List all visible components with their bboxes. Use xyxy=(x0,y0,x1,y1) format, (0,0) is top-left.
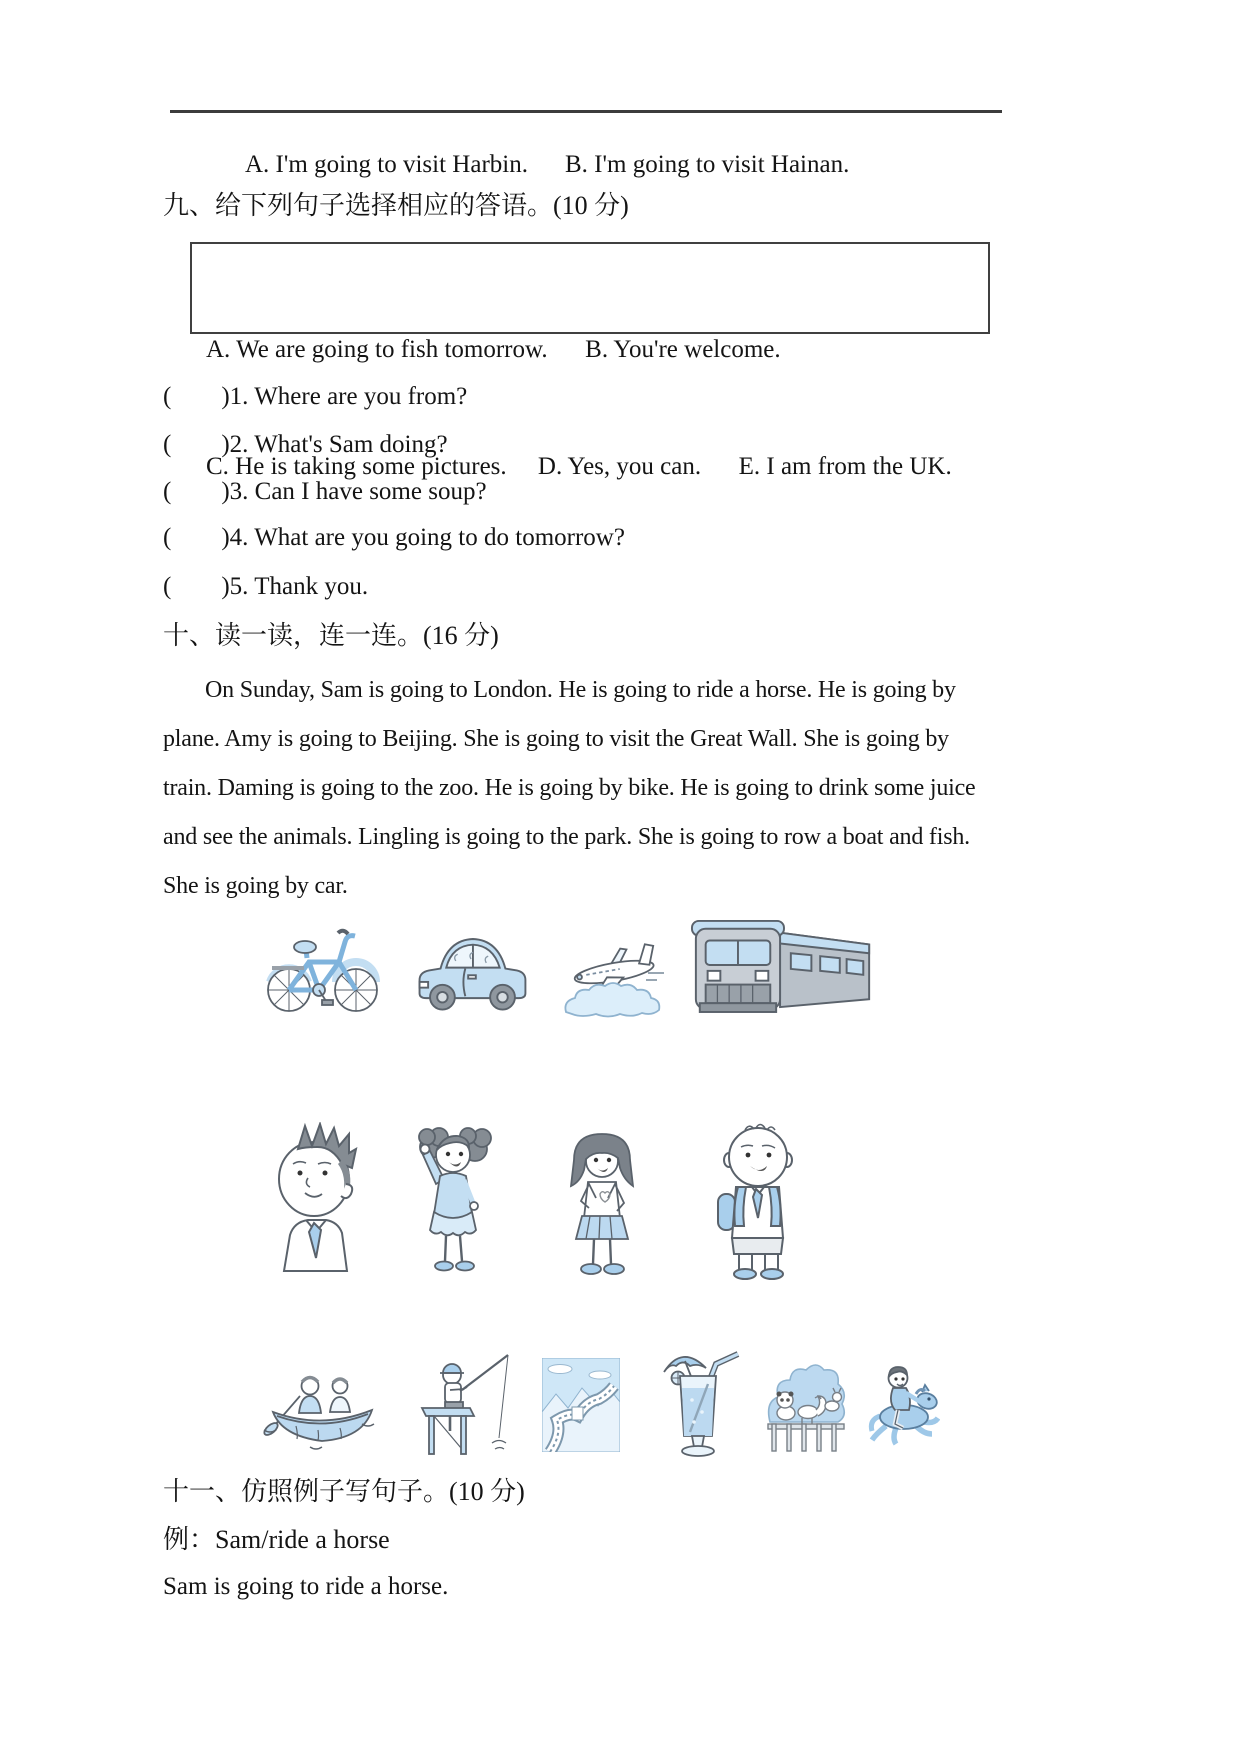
daming-image xyxy=(712,1120,808,1282)
section11-heading: 十一、仿照例子写句子。(10 分) xyxy=(163,1477,525,1506)
section10-heading: 十、读一读，连一连。(16 分) xyxy=(163,621,499,650)
reading-passage xyxy=(163,666,1063,911)
great-wall-image xyxy=(542,1358,620,1452)
section9-heading: 九、给下列句子选择相应的答语。(10 分) xyxy=(163,191,629,220)
top-rule xyxy=(170,110,1002,113)
question-item-4: ( )4. What are you going to do tomorrow? xyxy=(163,524,625,551)
plane-image xyxy=(562,938,669,1018)
juice-image xyxy=(646,1348,746,1460)
example-prompt: 例：Sam/ride a horse xyxy=(163,1525,390,1554)
amy-image xyxy=(418,1118,502,1276)
lingling-image xyxy=(562,1126,642,1278)
car-image xyxy=(410,922,534,1018)
option-b-hainan: B. I'm going to visit Hainan. xyxy=(565,151,850,178)
answer-box-line-1: A. We are going to fish tomorrow. B. You're welcome. xyxy=(206,336,781,363)
option-a-harbin: A. I'm going to visit Harbin. xyxy=(245,151,528,178)
passage-line: and see the animals. Lingling is going to the park. She is going to row a boat and fish. xyxy=(163,824,970,850)
answer-box-line-2: C. He is taking some pictures. D. Yes, you can. E. I am from the UK. xyxy=(206,453,952,480)
zoo-animals-image xyxy=(766,1360,846,1454)
passage-line: train. Daming is going to the zoo. He is going by bike. He is going to drink some juice xyxy=(163,775,976,801)
question-item-2: ( )2. What's Sam doing? xyxy=(163,431,448,458)
sam-image xyxy=(272,1122,368,1272)
fishing-image xyxy=(416,1350,516,1460)
passage-line: She is going by car. xyxy=(163,873,348,899)
example-sentence: Sam is going to ride a horse. xyxy=(163,1573,449,1600)
question-item-1: ( )1. Where are you from? xyxy=(163,383,468,410)
train-image xyxy=(690,912,876,1018)
passage-line: On Sunday, Sam is going to London. He is going to ride a horse. He is going by xyxy=(205,677,956,703)
bicycle-image xyxy=(262,916,384,1018)
question-item-3: ( )3. Can I have some soup? xyxy=(163,478,487,505)
rowing-boat-image xyxy=(262,1366,382,1452)
passage-line: plane. Amy is going to Beijing. She is going to visit the Great Wall. She is going by xyxy=(163,726,949,752)
riding-horse-image xyxy=(866,1360,940,1448)
question-item-5: ( )5. Thank you. xyxy=(163,573,369,600)
